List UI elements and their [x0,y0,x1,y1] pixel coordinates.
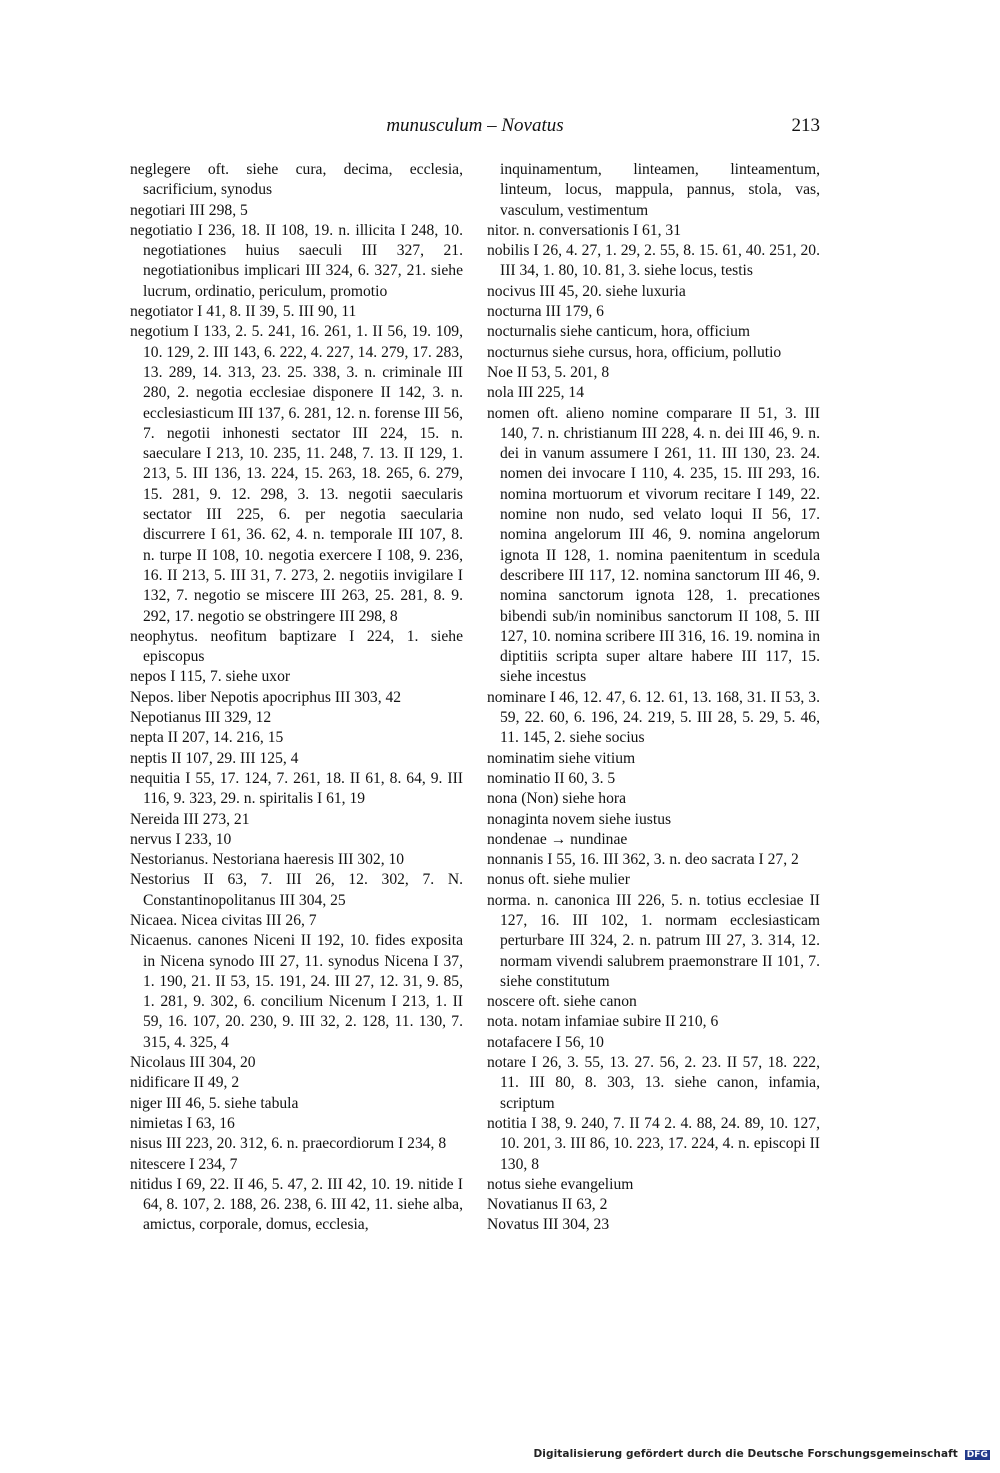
index-entry: nona (Non) siehe hora [487,790,626,808]
page-header [130,115,820,141]
index-entry: nominatim siehe vitium [487,749,636,767]
index-entry: nitor. n. conversationis I 61, 31 [487,221,682,239]
index-entry: nocturnalis siehe canticum, hora, officium [487,323,750,341]
index-entry: nimietas I 63, 16 [130,1114,235,1132]
footer-text: Digitalisierung gefördert durch die Deutsche Forschungsgemeinschaft [533,1448,958,1460]
index-entry: nitescere I 234, 7 [130,1155,238,1173]
running-title: munusculum – Novatus [386,115,564,136]
index-entry: neophytus. neofitum baptizare I 224, 1. siehe episcopus [130,627,463,666]
index-entry: negotium I 133, 2. 5. 241, 16. 261, 1. II 56, 19. 109, 10. 129, 2. III 143, 6. 222, 4. 227, 14. 279, 17. 283, 13. 289, 14. 313, 23. 25. 338, 3. n. criminale III 280, 2. negotia ecclesiae disponere II 142, 3. n. ecclesiasticum III 137, 6. 281, 12. n. forense III 56, 7. negotii inhonesti sectator III 224, 15. n. saeculare I 213, 10. 235, 11. 248, 7. 13. II 129, 1. 213, 5. III 136, 13. 224, 15. 263, 18. 265, 6. 279, 15. 281, 9. 12. 298, 3. 13. negotii saecularis sectator III 225, 6. per negotia saecularia discurrere I 61, 36. 62, 4. n. temporale III 107, 8. n. turpe II 108, 10. negotia exercere I 108, 9. 236, 16. II 213, 5. III 31, 7. 273, 2. negotiis invigilare I 132, 7. negotio se miscere III 263, 25. 281, 8. 9. 292, 17. negotio se obstringere III 298, 8 [130,323,464,625]
index-entry: nitidus I 69, 22. II 46, 5. 47, 2. III 42, 10. 19. nitide I 64, 8. 107, 2. 188, 26. 238, 6. III 42, 11. siehe alba, amictus, corporale, domus, ecclesia, [130,1175,463,1234]
index-entry: nocturna III 179, 6 [487,303,604,321]
index-entry: nonus oft. siehe mulier [487,871,630,889]
index-entry-continuation: inquinamentum, linteamen, linteamentum, linteum, locus, mappula, pannus, stola, vas, vasculum, vestimentum [500,161,820,219]
index-entry: negotiari III 298, 5 [130,201,248,219]
index-entry: Nicolaus III 304, 20 [130,1054,256,1072]
index-entry: notitia I 38, 9. 240, 7. II 74 2. 4. 88, 24. 89, 10. 127, 10. 201, 3. III 86, 10. 223, 17. 224, 4. n. episcopi II 130, 8 [487,1114,820,1173]
index-entry: neglegere oft. siehe cura, decima, ecclesia, sacrificium, synodus [130,161,463,199]
index-entry: Nepos. liber Nepotis apocriphus III 303, 42 [130,688,402,706]
index-entry: Nestorianus. Nestoriana haeresis III 302, 10 [130,851,405,869]
index-entry: niger III 46, 5. siehe tabula [130,1094,299,1112]
index-entry: nobilis I 26, 4. 27, 1. 29, 2. 55, 8. 15. 61, 40. 251, 20. III 34, 1. 80, 10. 81, 3. siehe locus, testis [487,242,820,280]
index-entry: noscere oft. siehe canon [487,993,637,1011]
page-number: 213 [791,115,820,136]
index-entry: Nestorius II 63, 7. III 26, 12. 302, 7. N. Constantinopolitanus III 304, 25 [130,871,463,909]
index-column-left [130,160,463,1236]
index-entry: nominare I 46, 12. 47, 6. 12. 61, 13. 168, 31. II 53, 3. 59, 22. 60, 6. 196, 24. 219, 5. III 28, 5. 29, 5. 46, 11. 145, 2. siehe socius [487,688,820,747]
index-entry: nisus III 223, 20. 312, 6. n. praecordiorum I 234, 8 [130,1135,447,1153]
index-entry: nondenae → nundinae [487,830,628,848]
index-column-right [487,160,820,1236]
index-entry: nonaginta novem siehe iustus [487,810,672,828]
index-entry: negotiatio I 236, 18. II 108, 19. n. illicita I 248, 10. negotiationes huius saeculi III 327, 21. negotiationibus implicari III 324, 6. 327, 21. siehe lucrum, ordinatio, periculum, promotio [130,221,463,300]
digitization-footer [533,1448,990,1460]
index-entry: nominatio II 60, 3. 5 [487,769,616,787]
index-entry: norma. n. canonica III 226, 5. n. totius ecclesiae II 127, 16. III 102, 1. normam ecclesiasticam perturbare III 324, 2. n. patrum III 27, 3. 314, 12. normam vivendi salubrem praemonstrare II 101, 7. siehe constitutum [487,891,820,990]
index-entry: Nicaenus. canones Niceni II 192, 10. fides exposita in Nicena synodo III 27, 11. synodus Nicena I 37, 1. 190, 21. II 53, 15. 191, 24. III 27, 12. 31, 9. 85, 1. 281, 9. 302, 6. concilium Nicenum I 213, 1. II 59, 16. 107, 20. 230, 9. III 32, 2. 128, 11. 130, 7. 315, 4. 325, 4 [130,932,463,1051]
index-entry: nervus I 233, 10 [130,830,232,848]
index-entry: Noe II 53, 5. 201, 8 [487,363,610,381]
index-entry: nonnanis I 55, 16. III 362, 3. n. deo sacrata I 27, 2 [487,851,799,869]
index-entry: Novatianus II 63, 2 [487,1196,608,1214]
index-entry: nidificare II 49, 2 [130,1074,240,1092]
index-entry: notafacere I 56, 10 [487,1033,604,1051]
index-entry: negotiator I 41, 8. II 39, 5. III 90, 11 [130,303,357,321]
index-entry: nequitia I 55, 17. 124, 7. 261, 18. II 61, 8. 64, 9. III 116, 9. 323, 29. n. spiritalis I 61, 19 [130,769,463,808]
index-entry: Nereida III 273, 21 [130,810,250,828]
index-entry: Novatus III 304, 23 [487,1216,610,1234]
index-entry: nocivus III 45, 20. siehe luxuria [487,282,686,300]
index-entry: nola III 225, 14 [487,384,585,402]
index-entry: nepos I 115, 7. siehe uxor [130,668,291,686]
index-entry: notare I 26, 3. 55, 13. 27. 56, 2. 23. II 57, 18. 222, 11. III 80, 8. 303, 13. siehe canon, infamia, scriptum [487,1054,820,1112]
index-entry: neptis II 107, 29. III 125, 4 [130,749,299,767]
index-entry: nomen oft. alieno nomine comparare II 51, 3. III 140, 7. n. christianum III 228, 4. n. dei III 46, 9. n. dei in vanum assumere I 261, 11. III 130, 23. 24. nomen dei invocare I 110, 4. 235, 15. III 293, 16. nomina mortuorum et vivorum recitare I 149, 22. nomine non nudo, sed velato loqui II 56, 17. nomina angelorum III 46, 9. nomina angelorum ignota II 128, 1. nomina paenitentum in scedula describere III 117, 12. nomina sanctorum III 46, 9. nomina sanctorum ignota 128, 1. precationes bibendi sub/in nominibus sanctorum II 108, 5. III 127, 10. nomina scribere III 316, 16. 19. nomina in diptitiis scripta super altare habere III 117, 15. siehe incestus [487,404,820,686]
index-entry: Nicaea. Nicea civitas III 26, 7 [130,911,317,929]
index-entry: notus siehe evangelium [487,1175,634,1193]
dfg-logo: DFG [966,1450,988,1460]
index-entry: nota. notam infamiae subire II 210, 6 [487,1013,719,1031]
index-entry: nocturnus siehe cursus, hora, officium, pollutio [487,343,782,361]
index-entry: nepta II 207, 14. 216, 15 [130,729,284,747]
index-entry: Nepotianus III 329, 12 [130,709,272,727]
